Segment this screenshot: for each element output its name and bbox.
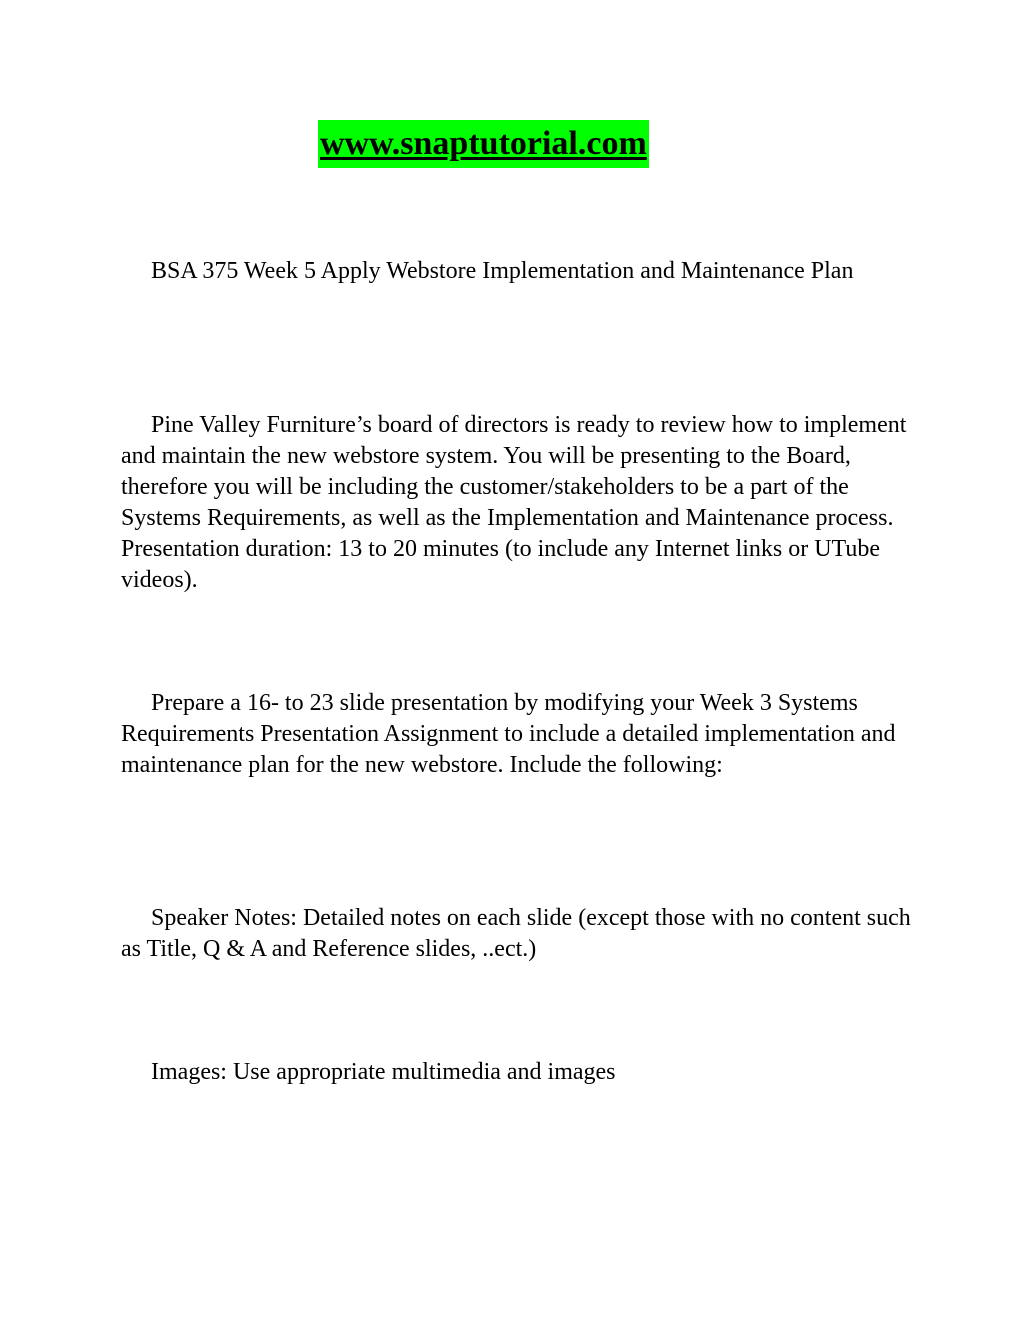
speaker-notes-paragraph: Speaker Notes: Detailed notes on each slide (except those with no content such as Title, Q & A and Reference slides, ..ect.)	[121, 905, 911, 962]
prepare-paragraph: Prepare a 16- to 23 slide presentation by modifying your Week 3 Systems Requirements Presentation Assignment to include a detailed implementation and maintenance plan for the new webstore. Include the following:	[121, 690, 896, 778]
images-paragraph: Images: Use appropriate multimedia and images	[151, 1059, 616, 1085]
intro-paragraph: Pine Valley Furniture’s board of directors is ready to review how to implement and maintain the new webstore system. You will be presenting to the Board, therefore you will be including the customer/stakeholders to be a part of the Systems Requirements, as well as the Implementation and Maintenance process. Presentation duration: 13 to 20 minutes (to include any Internet links or UTube videos).	[121, 412, 907, 593]
document-title: BSA 375 Week 5 Apply Webstore Implementation and Maintenance Plan	[151, 258, 854, 284]
site-link[interactable]: www.snaptutorial.com	[318, 120, 649, 168]
